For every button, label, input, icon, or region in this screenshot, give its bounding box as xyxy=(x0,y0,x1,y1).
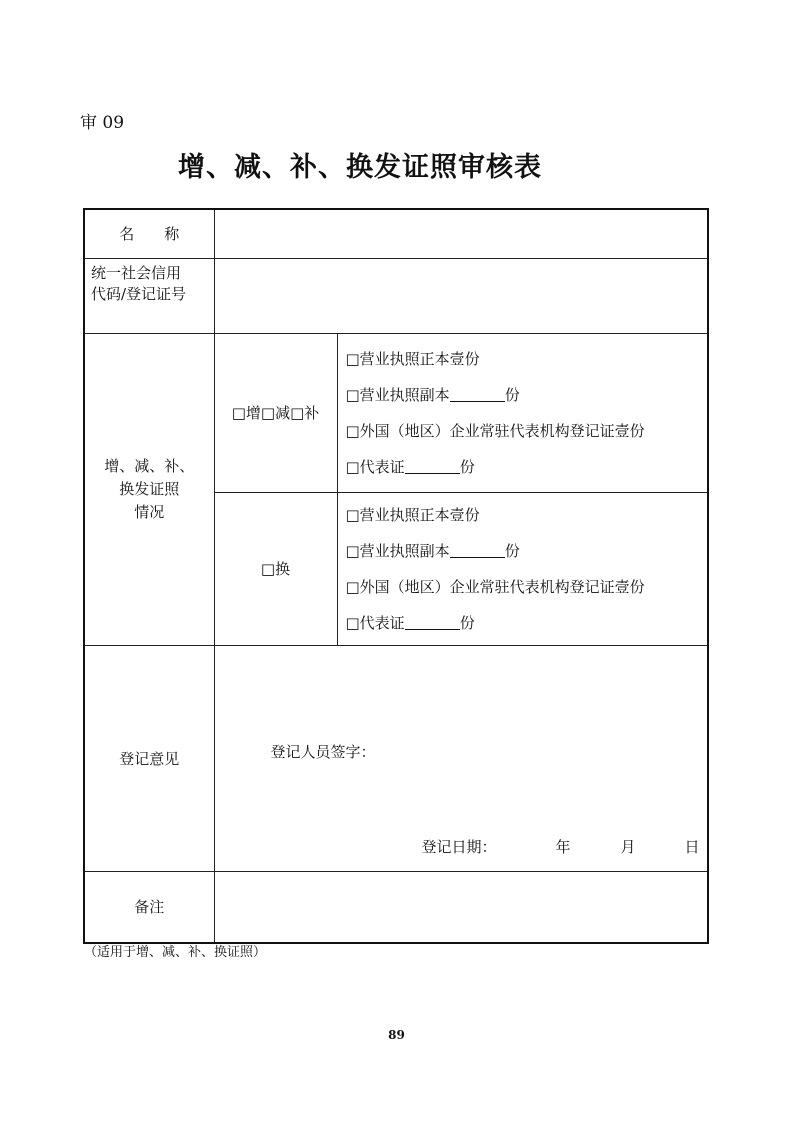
option-license-copy[interactable]: □营业执照副本 份 xyxy=(345,541,520,560)
remarks-label: 备注 xyxy=(84,871,214,943)
date-year-label: 年 xyxy=(555,837,571,856)
name-label: 名 称 xyxy=(84,209,214,258)
replace-options xyxy=(337,492,708,645)
situation-label-line1: 增、减、补、 xyxy=(104,456,195,475)
usage-note: （适用于增、减、补、换证照） xyxy=(84,945,267,960)
date-month-label: 月 xyxy=(620,837,636,856)
option-license-original[interactable]: □营业执照正本壹份 xyxy=(345,349,480,368)
date-label: 登记日期： xyxy=(421,837,497,856)
page-number: 89 xyxy=(388,1028,405,1042)
option-representative-card[interactable]: □代表证 份 xyxy=(345,457,475,476)
replace-checkbox[interactable]: □换 xyxy=(214,492,337,645)
option-representative-card[interactable]: □代表证 份 xyxy=(345,613,475,632)
credit-code-field[interactable] xyxy=(214,258,708,333)
situation-label-line2: 换发证照 xyxy=(119,479,180,498)
copy-count-blank[interactable] xyxy=(450,385,505,402)
remarks-row xyxy=(84,871,708,943)
add-reduce-row xyxy=(84,333,708,492)
situation-label-line3: 情况 xyxy=(134,502,165,521)
name-row xyxy=(84,209,708,258)
name-field[interactable] xyxy=(214,209,708,258)
page-title: 增、减、补、换发证照审核表 xyxy=(178,152,542,183)
card-count-blank[interactable] xyxy=(405,613,460,630)
add-options xyxy=(337,333,708,492)
date-day-label: 日 xyxy=(684,837,700,856)
credit-code-label-line2: 代码/登记证号 xyxy=(91,285,187,304)
credit-code-label-line1: 统一社会信用 xyxy=(91,263,182,282)
option-representative-office-certificate[interactable]: □外国（地区）企业常驻代表机构登记证壹份 xyxy=(345,421,645,440)
card-count-blank[interactable] xyxy=(405,457,460,474)
credit-code-label xyxy=(84,258,214,333)
opinion-row xyxy=(84,645,708,871)
option-license-original[interactable]: □营业执照正本壹份 xyxy=(345,505,480,524)
form-code: 审 09 xyxy=(80,113,125,133)
situation-label xyxy=(84,333,214,645)
option-license-copy[interactable]: □营业执照副本 份 xyxy=(345,385,520,404)
review-form-table xyxy=(83,208,709,944)
opinion-label: 登记意见 xyxy=(84,645,214,871)
signature-label: 登记人员签字： xyxy=(270,742,376,761)
option-representative-office-certificate[interactable]: □外国（地区）企业常驻代表机构登记证壹份 xyxy=(345,577,645,596)
remarks-field[interactable] xyxy=(214,871,708,943)
credit-code-row xyxy=(84,258,708,333)
copy-count-blank[interactable] xyxy=(450,541,505,558)
opinion-field[interactable] xyxy=(214,645,708,871)
add-reduce-supplement-checkboxes[interactable]: □增□减□补 xyxy=(214,333,337,492)
